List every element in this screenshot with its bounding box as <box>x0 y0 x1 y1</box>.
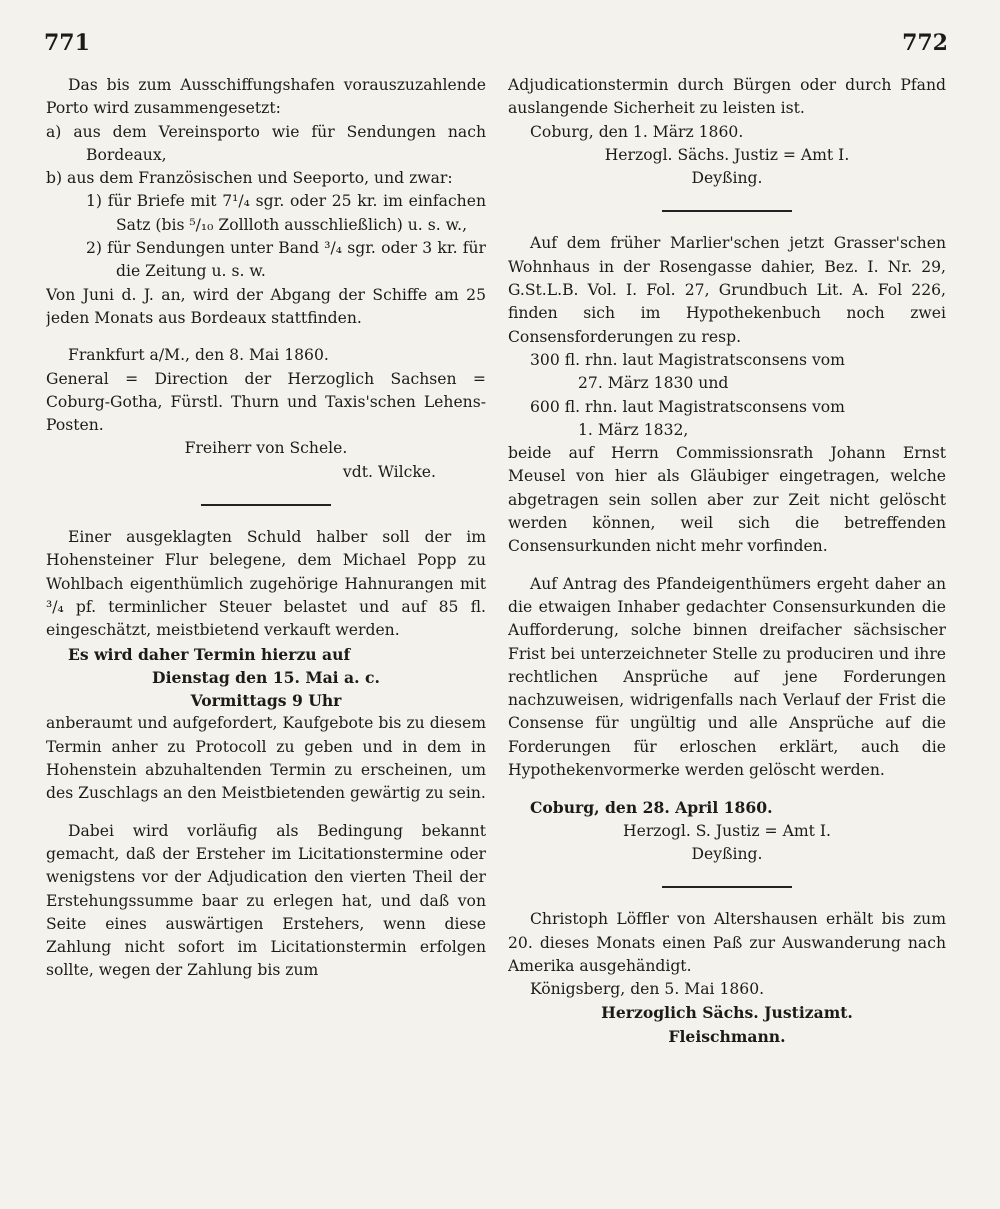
emigration-paragraph: Christoph Löffler von Altershausen erhält bis zum 20. dieses Monats einen Paß zur Auswanderung nach Amerika ausgehändigt. <box>508 910 946 975</box>
auction-time: Vormittags 9 Uhr <box>190 691 342 711</box>
postage-item-b: b) aus dem Französischen und Seeporto, und zwar: <box>46 169 453 188</box>
consent-date-1: 27. März 1830 und <box>578 374 729 393</box>
auction-summons-paragraph: anberaumt und aufgefordert, Kaufgebote bis zu diesem Termin anher zu Protocoll zu geben und in dem in Hohenstein abzuhaltenden Termin zu erscheinen, um des Zuschlags an den Meistbietenden gewärtig zu sein. <box>46 714 486 803</box>
mortgage-paragraph: Auf dem früher Marlier'schen jetzt Grasser'schen Wohnhaus in der Rosengasse dahier, Bez. I. Nr. 29, G.St.L.B. Vol. I. Fol. 27, Grundbuch Lit. A. Fol 226, finden sich im Hypothekenbuch noch zwei Consensforderungen zu resp. <box>508 234 946 346</box>
coburg-place-date-2: Coburg, den 28. April 1860. <box>530 798 773 818</box>
postage-item-b2: 2) für Sendungen unter Band ³/₄ sgr. oder 3 kr. für die Zeitung u. s. w. <box>86 239 486 281</box>
coburg-place-date-1: Coburg, den 1. März 1860. <box>530 122 744 141</box>
justizamt-authority-3: Herzoglich Sächs. Justizamt. <box>601 1003 853 1023</box>
page-number-left: 771 <box>44 30 90 56</box>
koenigsberg-place-date: Königsberg, den 5. Mai 1860. <box>530 980 765 999</box>
consent-amount-2: 600 fl. rhn. laut Magistratsconsens vom <box>530 397 845 416</box>
frankfurt-place-date: Frankfurt a/M., den 8. Mai 1860. <box>68 346 329 365</box>
section-divider-left <box>201 504 331 506</box>
section-divider-right-1 <box>662 210 792 212</box>
page-number-right: 772 <box>902 30 948 56</box>
consent-date-2: 1. März 1832, <box>578 420 689 439</box>
right-column <box>508 74 946 1114</box>
auction-date: Dienstag den 15. Mai a. c. <box>152 667 380 687</box>
departure-paragraph: Von Juni d. J. an, wird der Abgang der Schiffe am 25 jeden Monats aus Bordeaux stattfinden. <box>46 285 486 327</box>
postage-item-b1: 1) für Briefe mit 7¹/₄ sgr. oder 25 kr. im einfachen Satz (bis ⁵/₁₀ Zollloth ausschließlich) u. s. w., <box>86 192 486 234</box>
summons-paragraph: Auf Antrag des Pfandeigenthümers ergeht daher an die etwaigen Inhaber gedachter Consensurkunden die Aufforderung, solche binnen dreifacher sächsischer Frist bei unterzeichneter Stelle zu produciren und ihre rechtlichen Ansprüche auf jene Forderungen nachzuweisen, widrigenfalls nach Verlauf der Frist die Consense für ungültig und alle Ansprüche auf die Forderungen für erloschen erklärt, auch die Hypothekenvormerke werden gelöscht werden. <box>508 574 946 780</box>
creditor-paragraph: beide auf Herrn Commissionsrath Johann Ernst Meusel von hier als Gläubiger eingetragen, welche abgetragen sein sollen aber zur Zeit nicht gelöscht werden können, weil sich die betreffenden Consensurkunden nicht mehr vorfinden. <box>508 444 946 556</box>
signature-schele: Freiherr von Schele. <box>184 439 348 458</box>
auction-conditions-paragraph: Dabei wird vorläufig als Bedingung bekannt gemacht, daß der Ersteher im Licitationstermine oder wenigstens vor der Adjudication den vierten Theil der Erstehungssumme baar zu erlegen hat, und daß von Seite eines auswärtigen Erstehers, wenn diese Zahlung nicht sofort im Licitationstermin erfolgen sollte, wegen der Zahlung bis zum <box>46 821 486 980</box>
justizamt-authority-1: Herzogl. Sächs. Justiz = Amt I. <box>604 145 850 164</box>
signature-fleischmann: Fleischmann. <box>668 1026 786 1046</box>
section-divider-right-2 <box>662 886 792 888</box>
signature-deyssing-2: Deyßing. <box>691 844 763 863</box>
postage-intro-paragraph: Das bis zum Ausschiffungshafen vorauszuzahlende Porto wird zusammengesetzt: <box>46 76 486 118</box>
general-direction-authority: General = Direction der Herzoglich Sachsen = Coburg-Gotha, Fürstl. Thurn und Taxis'schen Lehens-Posten. <box>46 369 486 435</box>
signature-deyssing-1: Deyßing. <box>691 169 763 188</box>
auction-paragraph: Einer ausgeklagten Schuld halber soll der im Hohensteiner Flur belegene, dem Michael Popp zu Wohlbach eigenthümlich zugehörige Hahnurangen mit ³/₄ pf. terminlicher Steuer belastet und auf 85 fl. eingeschätzt, meistbietend verkauft werden. <box>46 528 486 640</box>
auction-term-paragraph: Es wird daher Termin hierzu auf <box>68 644 351 664</box>
justizamt-authority-2: Herzogl. S. Justiz = Amt I. <box>623 821 831 840</box>
left-column <box>46 74 486 1114</box>
consent-amount-1: 300 fl. rhn. laut Magistratsconsens vom <box>530 350 845 369</box>
postage-item-a: a) aus dem Vereinsporto wie für Sendungen nach Bordeaux, <box>46 122 486 164</box>
adjudication-continuation: Adjudicationstermin durch Bürgen oder durch Pfand auslangende Sicherheit zu leisten ist. <box>508 76 946 118</box>
signature-wilcke: vdt. Wilcke. <box>342 462 436 481</box>
